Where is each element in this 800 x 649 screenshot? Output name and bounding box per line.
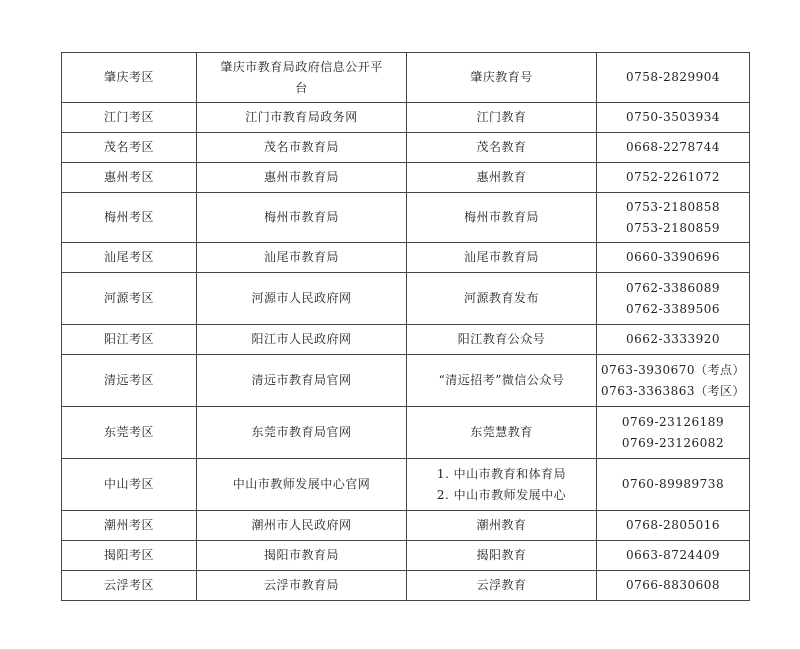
website-cell-content: [201, 422, 402, 443]
phone-cell-content: [601, 278, 745, 320]
website-cell: [197, 273, 407, 325]
exam-area-cell-content: [66, 545, 192, 566]
account-cell: [407, 273, 597, 325]
exam-area-cell-line: 肇庆考区: [103, 70, 154, 84]
table-row: [62, 163, 750, 193]
account-cell-content: [411, 329, 592, 350]
phone-cell-content: [601, 575, 745, 596]
exam-area-cell: [62, 193, 197, 243]
phone-cell: [597, 193, 750, 243]
exam-area-cell-line: 江门考区: [103, 110, 154, 124]
account-cell-content: [437, 464, 566, 506]
website-cell: [197, 511, 407, 541]
account-cell: [407, 511, 597, 541]
account-cell-content: [411, 288, 592, 309]
exam-area-cell-content: [66, 107, 192, 128]
exam-area-cell-line: 茂名考区: [103, 140, 154, 154]
exam-area-cell: [62, 459, 197, 511]
account-cell-line: 梅州市教育局: [463, 210, 539, 224]
account-cell-content: [411, 207, 592, 228]
phone-cell-line: 0750-3503934: [625, 110, 721, 124]
website-cell-line: 汕尾市教育局: [263, 250, 339, 264]
exam-area-cell-content: [66, 167, 192, 188]
exam-area-contact-table: [61, 52, 750, 601]
phone-cell: [597, 511, 750, 541]
phone-cell-line: 0662-3333920: [625, 332, 721, 346]
account-cell-content: [411, 67, 592, 88]
exam-area-cell: [62, 541, 197, 571]
exam-area-cell-line: 揭阳考区: [103, 548, 154, 562]
table-row: [62, 103, 750, 133]
phone-cell-line: 0753-2180859: [625, 220, 721, 235]
account-cell: [407, 571, 597, 601]
phone-cell: [597, 133, 750, 163]
phone-cell: [597, 355, 750, 407]
exam-area-cell-content: [66, 575, 192, 596]
account-cell-line: 阳江教育公众号: [457, 332, 546, 346]
exam-area-cell-content: [66, 67, 192, 88]
account-cell-content: [411, 247, 592, 268]
table-row: [62, 407, 750, 459]
phone-cell-line: 0763-3930670（考点）: [601, 362, 746, 377]
phone-cell-line: 0660-3390696: [625, 250, 721, 264]
website-cell-line: 惠州市教育局: [263, 170, 339, 184]
phone-cell-content: [601, 167, 745, 188]
exam-area-cell-line: 阳江考区: [103, 332, 154, 346]
account-cell: [407, 53, 597, 103]
phone-cell: [597, 163, 750, 193]
phone-cell-content: [601, 137, 745, 158]
website-cell-content: [201, 575, 402, 596]
table-row: [62, 273, 750, 325]
exam-area-cell: [62, 273, 197, 325]
account-cell: [407, 193, 597, 243]
exam-area-cell-line: 河源考区: [103, 291, 154, 305]
exam-area-cell-line: 中山考区: [103, 477, 154, 491]
website-cell: [197, 355, 407, 407]
website-cell-line: 中山市教师发展中心官网: [232, 477, 371, 491]
phone-cell-content: [601, 247, 745, 268]
exam-area-cell-content: [66, 474, 192, 495]
account-cell: [407, 541, 597, 571]
table-body: [62, 53, 750, 601]
website-cell: [197, 103, 407, 133]
account-cell-content: [411, 167, 592, 188]
exam-area-cell-content: [66, 288, 192, 309]
account-cell-content: [411, 137, 592, 158]
account-cell-line: 1. 中山市教育和体育局: [436, 466, 567, 481]
phone-cell-content: [601, 360, 745, 402]
phone-cell-line: 0769-23126189: [621, 414, 725, 429]
website-cell-line: 茂名市教育局: [263, 140, 339, 154]
exam-area-cell-content: [66, 207, 192, 228]
account-cell-line: 揭阳教育: [476, 548, 527, 562]
website-cell-line: 揭阳市教育局: [263, 548, 339, 562]
website-cell: [197, 193, 407, 243]
website-cell-line: 东莞市教育局官网: [251, 425, 352, 439]
account-cell: [407, 103, 597, 133]
table-row: [62, 325, 750, 355]
exam-area-cell-content: [66, 515, 192, 536]
phone-cell-line: 0762-3389506: [625, 301, 721, 316]
website-cell-content: [201, 137, 402, 158]
phone-cell-line: 0762-3386089: [625, 280, 721, 295]
exam-area-cell: [62, 571, 197, 601]
phone-cell-line: 0760-89989738: [621, 477, 725, 491]
website-cell-line: 潮州市人民政府网: [251, 518, 352, 532]
exam-area-cell-content: [66, 247, 192, 268]
table-row: [62, 355, 750, 407]
table-row: [62, 459, 750, 511]
phone-cell-line: 0668-2278744: [625, 140, 721, 154]
account-cell-line: 江门教育: [476, 110, 527, 124]
website-cell: [197, 407, 407, 459]
phone-cell: [597, 243, 750, 273]
account-cell: [407, 325, 597, 355]
account-cell: [407, 459, 597, 511]
website-cell-content: [201, 167, 402, 188]
account-cell-line: 汕尾市教育局: [463, 250, 539, 264]
exam-area-cell-line: 东莞考区: [103, 425, 154, 439]
exam-area-cell-line: 惠州考区: [103, 170, 154, 184]
table-row: [62, 53, 750, 103]
account-cell-line: 惠州教育: [476, 170, 527, 184]
account-cell-content: [411, 107, 592, 128]
exam-area-cell-line: 云浮考区: [103, 578, 154, 592]
exam-area-cell-line: 清远考区: [103, 373, 154, 387]
account-cell-content: [411, 422, 592, 443]
exam-area-cell-line: 汕尾考区: [103, 250, 154, 264]
website-cell: [197, 133, 407, 163]
account-cell-content: [411, 515, 592, 536]
website-cell-line: 梅州市教育局: [263, 210, 339, 224]
phone-cell-content: [601, 515, 745, 536]
phone-cell-content: [601, 67, 745, 88]
exam-area-cell-line: 潮州考区: [103, 518, 154, 532]
phone-cell-line: 0752-2261072: [625, 170, 721, 184]
website-cell: [197, 243, 407, 273]
table-row: [62, 571, 750, 601]
account-cell-line: 云浮教育: [476, 578, 527, 592]
table-row: [62, 133, 750, 163]
phone-cell-content: [601, 474, 745, 495]
website-cell-content: [201, 247, 402, 268]
phone-cell-line: 0763-3363863（考区）: [601, 383, 746, 398]
account-cell-content: [411, 545, 592, 566]
phone-cell: [597, 541, 750, 571]
table-row: [62, 243, 750, 273]
account-cell-line: 东莞慧教育: [470, 425, 533, 439]
exam-area-cell: [62, 243, 197, 273]
exam-area-cell-line: 梅州考区: [103, 210, 154, 224]
website-cell-content: [201, 107, 402, 128]
account-cell-line: 肇庆教育号: [470, 70, 533, 84]
exam-area-cell: [62, 103, 197, 133]
website-cell-content: [201, 57, 402, 99]
exam-area-cell: [62, 511, 197, 541]
website-cell-line: 台: [295, 80, 308, 95]
phone-cell-line: 0663-8724409: [625, 548, 721, 562]
website-cell-line: 肇庆市教育局政府信息公开平: [220, 59, 383, 74]
exam-area-cell: [62, 407, 197, 459]
website-cell-line: 江门市教育局政务网: [245, 110, 358, 124]
website-cell-content: [201, 515, 402, 536]
website-cell-content: [201, 207, 402, 228]
website-cell-content: [201, 288, 402, 309]
phone-cell-line: 0758-2829904: [625, 70, 721, 84]
account-cell-line: 2. 中山市教师发展中心: [436, 487, 567, 502]
table-row: [62, 541, 750, 571]
exam-area-cell: [62, 355, 197, 407]
phone-cell: [597, 325, 750, 355]
website-cell-line: 河源市人民政府网: [251, 291, 352, 305]
phone-cell-line: 0768-2805016: [625, 518, 721, 532]
account-cell-line: 茂名教育: [476, 140, 527, 154]
exam-area-cell: [62, 163, 197, 193]
website-cell: [197, 459, 407, 511]
account-cell-line: 潮州教育: [476, 518, 527, 532]
phone-cell: [597, 407, 750, 459]
phone-cell-content: [601, 412, 745, 454]
account-cell-line: “清远招考”微信公众号: [438, 373, 565, 387]
account-cell: [407, 163, 597, 193]
account-cell-content: [411, 370, 592, 391]
website-cell: [197, 163, 407, 193]
phone-cell: [597, 571, 750, 601]
website-cell: [197, 53, 407, 103]
account-cell: [407, 243, 597, 273]
phone-cell-content: [601, 329, 745, 350]
website-cell-content: [201, 370, 402, 391]
phone-cell-content: [601, 197, 745, 239]
account-cell-content: [411, 575, 592, 596]
website-cell-line: 云浮市教育局: [263, 578, 339, 592]
exam-area-cell-content: [66, 137, 192, 158]
website-cell-content: [201, 474, 402, 495]
account-cell: [407, 355, 597, 407]
account-cell: [407, 407, 597, 459]
website-cell: [197, 541, 407, 571]
account-cell-line: 河源教育发布: [463, 291, 539, 305]
website-cell-content: [201, 329, 402, 350]
phone-cell: [597, 103, 750, 133]
phone-cell-line: 0753-2180858: [625, 199, 721, 214]
website-cell-content: [201, 545, 402, 566]
exam-area-cell-content: [66, 422, 192, 443]
phone-cell-line: 0769-23126082: [621, 435, 725, 450]
phone-cell-content: [601, 545, 745, 566]
account-cell: [407, 133, 597, 163]
website-cell: [197, 325, 407, 355]
table-row: [62, 511, 750, 541]
website-cell-line: 清远市教育局官网: [251, 373, 352, 387]
exam-area-cell: [62, 133, 197, 163]
exam-area-cell: [62, 53, 197, 103]
website-cell-line: 阳江市人民政府网: [251, 332, 352, 346]
exam-area-cell-content: [66, 329, 192, 350]
website-cell: [197, 571, 407, 601]
phone-cell-content: [601, 107, 745, 128]
phone-cell: [597, 273, 750, 325]
table-row: [62, 193, 750, 243]
exam-area-cell-content: [66, 370, 192, 391]
phone-cell: [597, 459, 750, 511]
phone-cell-line: 0766-8830608: [625, 578, 721, 592]
phone-cell: [597, 53, 750, 103]
exam-area-cell: [62, 325, 197, 355]
